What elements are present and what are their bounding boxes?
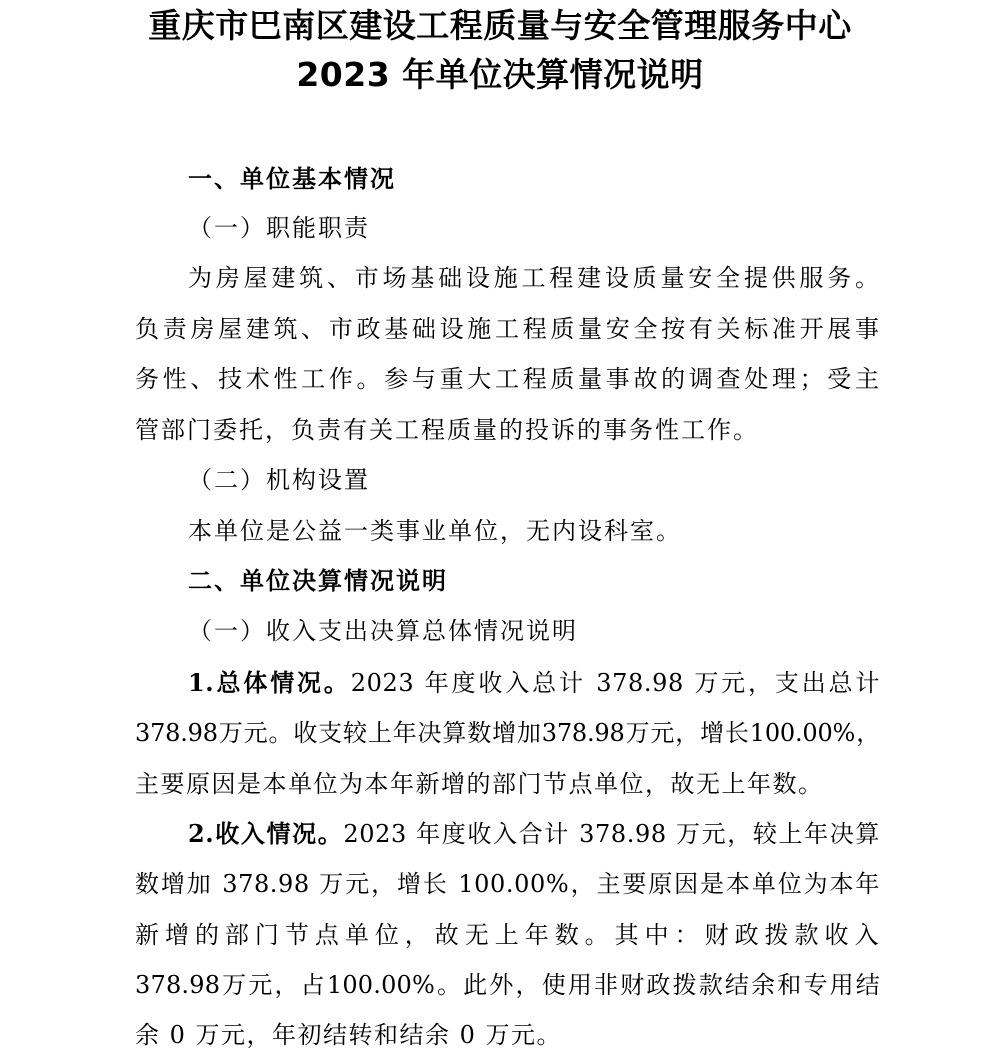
total-paragraph-line1 [188, 668, 880, 698]
organization-paragraph: 本单位是公益一类事业单位，无内设科室。 [188, 517, 682, 545]
income-paragraph-line5: 余 0 万元，年初结转和结余 0 万元。 [135, 1021, 563, 1049]
duties-paragraph-line2: 负责房屋建筑、市政基础设施工程质量安全按有关标准开展事 [135, 315, 880, 343]
section1-heading: 一、单位基本情况 [188, 165, 396, 193]
income-paragraph-line1-text: 2023 年度收入合计 378.98 万元，较上年决算 [343, 820, 880, 848]
duties-paragraph-line4: 管部门委托，负责有关工程质量的投诉的事务性工作。 [135, 416, 759, 444]
duties-paragraph-line1: 为房屋建筑、市场基础设施工程建设质量安全提供服务。 [188, 264, 880, 292]
document-title-line2: 2023 年单位决算情况说明 [296, 55, 704, 94]
income-paragraph-line2: 数增加 378.98 万元，增长 100.00%，主要原因是本单位为本年 [135, 870, 880, 898]
document-title-line1: 重庆市巴南区建设工程质量与安全管理服务中心 [148, 6, 852, 45]
duties-paragraph-line3: 务性、技术性工作。参与重大工程质量事故的调查处理；受主 [135, 365, 880, 393]
total-paragraph-line3: 主要原因是本单位为本年新增的部门节点单位，故无上年数。 [135, 770, 824, 798]
section2-heading: 二、单位决算情况说明 [188, 567, 448, 595]
section1-subheading-duties: （一）职能职责 [188, 214, 370, 242]
income-paragraph-line3: 新增的部门节点单位，故无上年数。其中：财政拨款收入 [135, 921, 880, 949]
income-paragraph-label: 2.收入情况。 [188, 819, 344, 848]
income-paragraph-line4: 378.98万元，占100.00%。此外，使用非财政拨款结余和专用结 [135, 971, 880, 999]
section2-subheading-overview: （一）收入支出决算总体情况说明 [188, 617, 578, 645]
total-paragraph-label: 1.总体情况。 [188, 668, 351, 697]
section1-subheading-organization: （二）机构设置 [188, 466, 370, 494]
income-paragraph-line1 [188, 819, 880, 849]
total-paragraph-line1-text: 2023 年度收入总计 378.98 万元，支出总计 [350, 669, 880, 697]
total-paragraph-line2: 378.98万元。收支较上年决算数增加378.98万元，增长100.00%， [135, 719, 880, 747]
